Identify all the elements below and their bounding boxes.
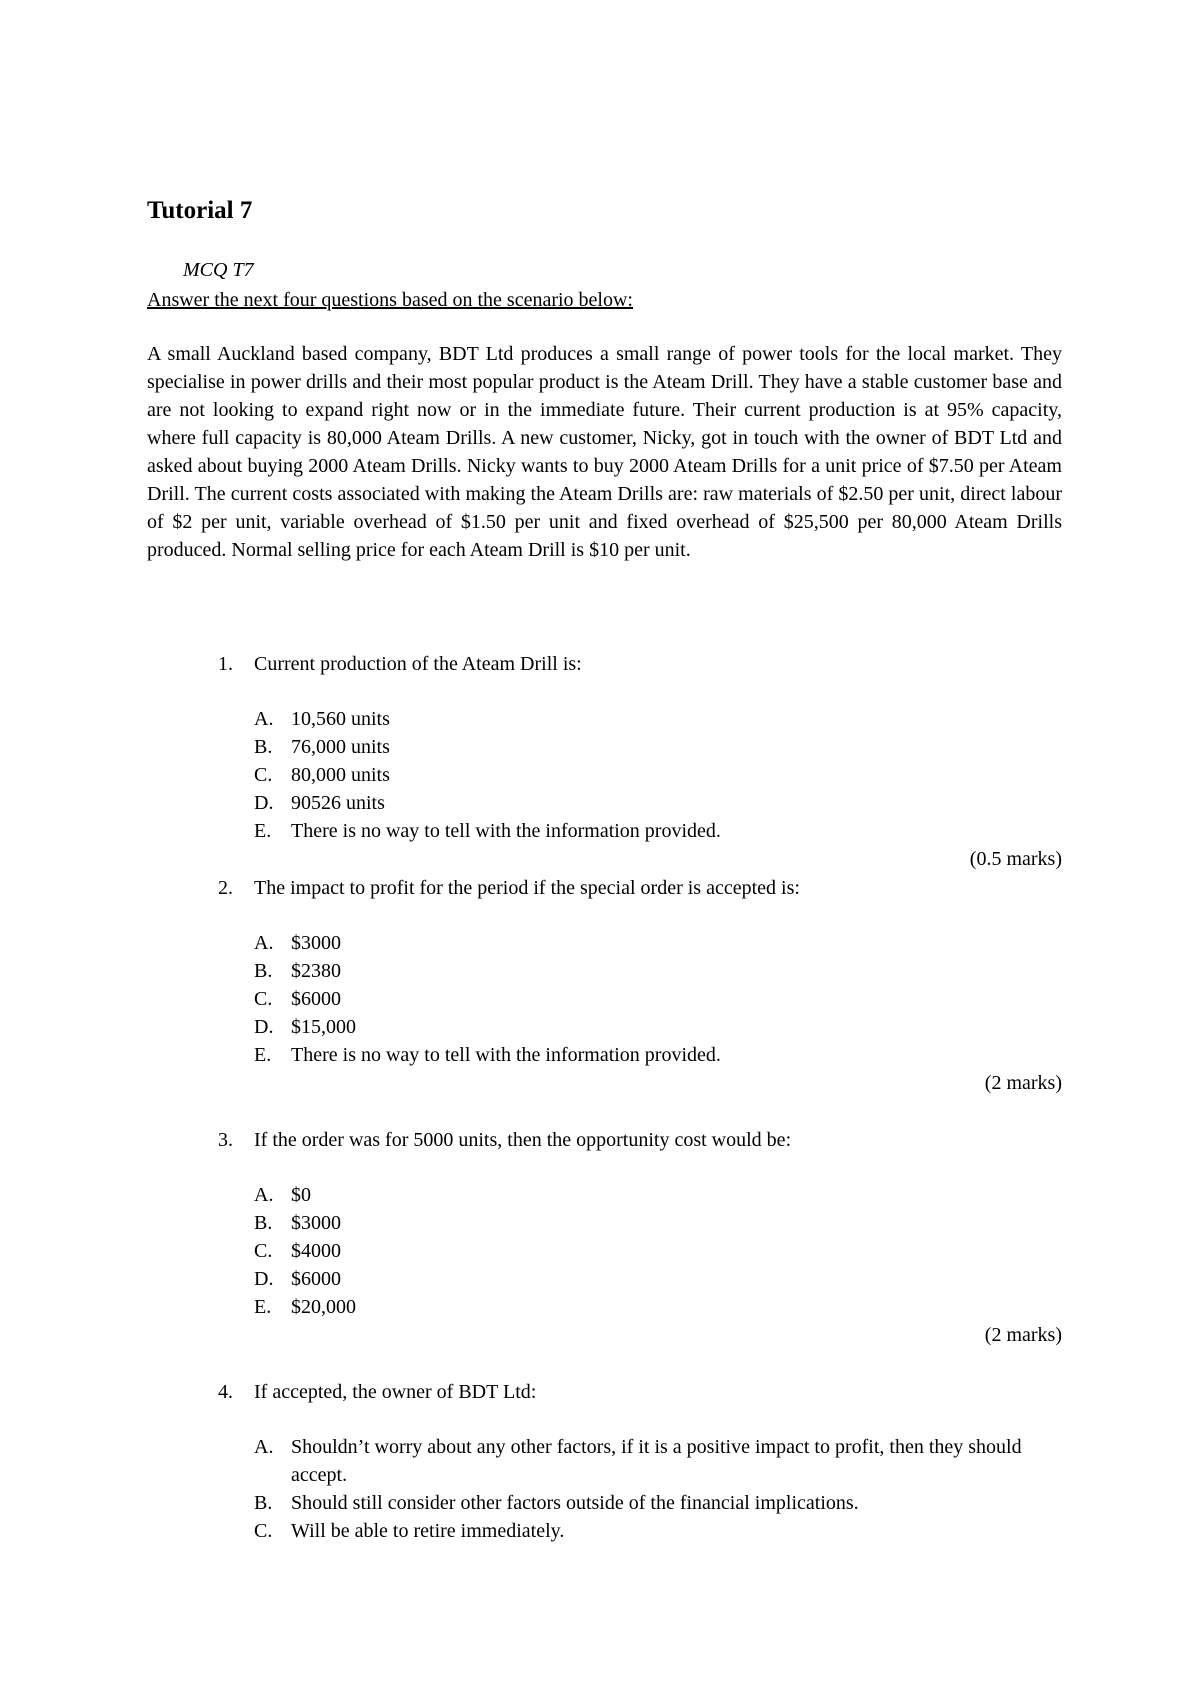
- option-letter: A.: [254, 932, 274, 954]
- question-4-number: 4.: [218, 1381, 233, 1403]
- option-letter: C.: [254, 1520, 273, 1542]
- question-3-marks: (2 marks): [984, 1324, 1062, 1346]
- option-text: Should still consider other factors outside of the financial implications.: [291, 1492, 859, 1514]
- option-text: $6000: [291, 1268, 341, 1290]
- option-text: $6000: [291, 988, 341, 1010]
- option-letter: A.: [254, 1184, 274, 1206]
- option-text: $4000: [291, 1240, 341, 1262]
- option-letter: B.: [254, 736, 273, 758]
- option-letter: A.: [254, 1436, 274, 1458]
- question-2-number: 2.: [218, 877, 233, 899]
- question-1-marks: (0.5 marks): [969, 848, 1062, 870]
- option-letter: E.: [254, 820, 272, 842]
- question-1-text: Current production of the Ateam Drill is:: [254, 653, 582, 675]
- option-letter: B.: [254, 1212, 273, 1234]
- question-2-text: The impact to profit for the period if the special order is accepted is:: [254, 877, 800, 899]
- option-text: 76,000 units: [291, 736, 390, 758]
- option-letter: E.: [254, 1044, 272, 1066]
- option-text: $3000: [291, 1212, 341, 1234]
- option-text: 90526 units: [291, 792, 385, 814]
- option-letter: E.: [254, 1296, 272, 1318]
- question-3-number: 3.: [218, 1129, 233, 1151]
- instruction-text: Answer the next four questions based on the scenario below:: [147, 289, 633, 311]
- option-letter: C.: [254, 764, 273, 786]
- page-title: Tutorial 7: [147, 197, 253, 224]
- option-text: There is no way to tell with the information provided.: [291, 820, 721, 842]
- option-letter: B.: [254, 1492, 273, 1514]
- option-letter: D.: [254, 1268, 274, 1290]
- option-text: There is no way to tell with the information provided.: [291, 1044, 721, 1066]
- option-text: $3000: [291, 932, 341, 954]
- option-text: 80,000 units: [291, 764, 390, 786]
- option-text: $15,000: [291, 1016, 356, 1038]
- option-letter: C.: [254, 988, 273, 1010]
- option-text: $2380: [291, 960, 341, 982]
- option-letter: A.: [254, 708, 274, 730]
- question-2-marks: (2 marks): [984, 1072, 1062, 1094]
- option-letter: C.: [254, 1240, 273, 1262]
- option-text: 10,560 units: [291, 708, 390, 730]
- scenario-paragraph: A small Auckland based company, BDT Ltd produces a small range of power tools for the local market. They specialise in power drills and their most popular product is the Ateam Drill. They have a stable customer base and are not looking to expand right now or in the immediate future. Their current production is at 95% capacity, where full capacity is 80,000 Ateam Drills. A new customer, Nicky, got in touch with the owner of BDT Ltd and asked about buying 2000 Ateam Drills. Nicky wants to buy 2000 Ateam Drills for a unit price of $7.50 per Ateam Drill. The current costs associated with making the Ateam Drills are: raw materials of $2.50 per unit, direct labour of $2 per unit, variable overhead of $1.50 per unit and fixed overhead of $25,500 per 80,000 Ateam Drills produced. Normal selling price for each Ateam Drill is $10 per unit.: [147, 343, 1062, 561]
- question-1-number: 1.: [218, 653, 233, 675]
- option-text: Will be able to retire immediately.: [291, 1520, 565, 1542]
- option-letter: D.: [254, 792, 274, 814]
- option-text: $20,000: [291, 1296, 356, 1318]
- option-text: Shouldn’t worry about any other factors, if it is a positive impact to profit, then they should accept.: [291, 1436, 1022, 1486]
- question-3-text: If the order was for 5000 units, then the opportunity cost would be:: [254, 1129, 792, 1151]
- mcq-label: MCQ T7: [183, 259, 254, 281]
- option-letter: D.: [254, 1016, 274, 1038]
- question-4-text: If accepted, the owner of BDT Ltd:: [254, 1381, 537, 1403]
- option-text: $0: [291, 1184, 311, 1206]
- option-letter: B.: [254, 960, 273, 982]
